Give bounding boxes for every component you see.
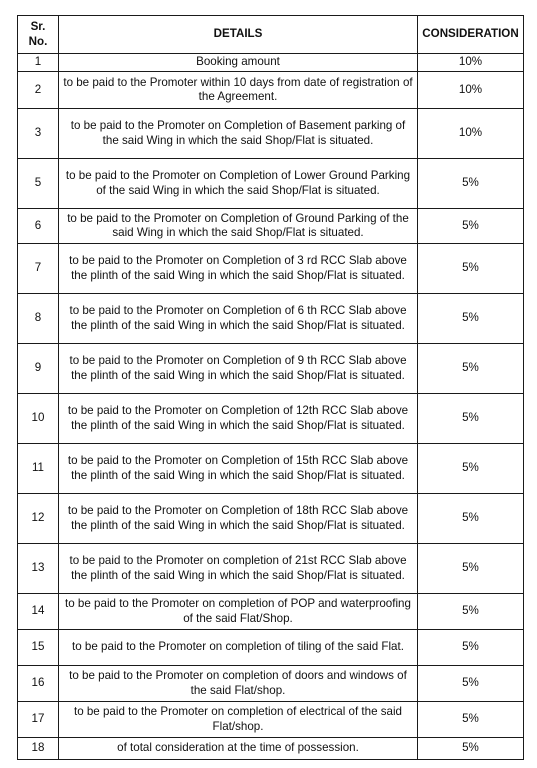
table-row (18, 738, 524, 760)
table-row (18, 494, 524, 544)
row-sr-no: 15 (18, 630, 59, 666)
table-row (18, 394, 524, 444)
row-sr-no: 16 (18, 666, 59, 702)
table-row (18, 594, 524, 630)
row-details: to be paid to the Promoter on Completion of Ground Parking of the said Wing in which the said Shop/Flat is situated. (59, 209, 418, 244)
row-consideration: 10% (418, 54, 524, 72)
row-consideration: 5% (418, 344, 524, 394)
row-consideration: 5% (418, 209, 524, 244)
row-details: to be paid to the Promoter on Completion of Lower Ground Parking of the said Wing in which the said Shop/Flat is situated. (59, 159, 418, 209)
row-details: to be paid to the Promoter on Completion of Basement parking of the said Wing in which the said Shop/Flat is situated. (59, 109, 418, 159)
row-sr-no: 7 (18, 244, 59, 294)
row-sr-no: 12 (18, 494, 59, 544)
row-details: to be paid to the Promoter on Completion of 3 rd RCC Slab above the plinth of the said Wing in which the said Shop/Flat is situated. (59, 244, 418, 294)
table-body (18, 54, 524, 760)
header-consideration: CONSIDERATION (418, 16, 524, 54)
row-consideration: 5% (418, 544, 524, 594)
row-sr-no: 8 (18, 294, 59, 344)
header-details: DETAILS (59, 16, 418, 54)
row-sr-no: 3 (18, 109, 59, 159)
row-sr-no: 17 (18, 702, 59, 738)
row-sr-no: 6 (18, 209, 59, 244)
row-details: to be paid to the Promoter on completion of doors and windows of the said Flat/shop. (59, 666, 418, 702)
table-row (18, 159, 524, 209)
row-sr-no: 18 (18, 738, 59, 760)
table-row (18, 54, 524, 72)
row-details: to be paid to the Promoter on Completion of 15th RCC Slab above the plinth of the said Wing in which the said Shop/Flat is situated. (59, 444, 418, 494)
row-consideration: 5% (418, 594, 524, 630)
table-row (18, 209, 524, 244)
table-row (18, 630, 524, 666)
row-details: to be paid to the Promoter on completion of tiling of the said Flat. (59, 630, 418, 666)
table-row (18, 444, 524, 494)
row-sr-no: 9 (18, 344, 59, 394)
row-details: to be paid to the Promoter on completion of 21st RCC Slab above the plinth of the said Wing in which the said Shop/Flat is situated. (59, 544, 418, 594)
row-details: to be paid to the Promoter on completion of POP and waterproofing of the said Flat/Shop. (59, 594, 418, 630)
row-sr-no: 1 (18, 54, 59, 72)
row-consideration: 5% (418, 702, 524, 738)
table-row (18, 666, 524, 702)
table-row (18, 344, 524, 394)
row-details: Booking amount (59, 54, 418, 72)
table-row (18, 702, 524, 738)
row-consideration: 5% (418, 444, 524, 494)
row-consideration: 5% (418, 630, 524, 666)
row-sr-no: 5 (18, 159, 59, 209)
row-consideration: 5% (418, 159, 524, 209)
row-sr-no: 13 (18, 544, 59, 594)
row-consideration: 5% (418, 494, 524, 544)
row-consideration: 10% (418, 109, 524, 159)
row-details: to be paid to the Promoter on Completion of 18th RCC Slab above the plinth of the said Wing in which the said Shop/Flat is situated. (59, 494, 418, 544)
row-details: of total consideration at the time of possession. (59, 738, 418, 760)
table-row (18, 72, 524, 109)
row-details: to be paid to the Promoter on completion of electrical of the said Flat/shop. (59, 702, 418, 738)
row-consideration: 5% (418, 394, 524, 444)
row-sr-no: 11 (18, 444, 59, 494)
row-consideration: 5% (418, 294, 524, 344)
table-row (18, 544, 524, 594)
row-consideration: 5% (418, 244, 524, 294)
row-consideration: 5% (418, 666, 524, 702)
row-consideration: 5% (418, 738, 524, 760)
row-details: to be paid to the Promoter on Completion of 9 th RCC Slab above the plinth of the said Wing in which the said Shop/Flat is situated. (59, 344, 418, 394)
table-row (18, 294, 524, 344)
header-sr-no: Sr. No. (18, 16, 59, 54)
row-sr-no: 14 (18, 594, 59, 630)
table-row (18, 109, 524, 159)
row-consideration: 10% (418, 72, 524, 109)
header-row (18, 16, 524, 54)
row-details: to be paid to the Promoter on Completion of 6 th RCC Slab above the plinth of the said Wing in which the said Shop/Flat is situated. (59, 294, 418, 344)
row-sr-no: 10 (18, 394, 59, 444)
row-sr-no: 2 (18, 72, 59, 109)
row-details: to be paid to the Promoter on Completion of 12th RCC Slab above the plinth of the said Wing in which the said Shop/Flat is situated. (59, 394, 418, 444)
table-row (18, 244, 524, 294)
payment-schedule-table (17, 15, 524, 760)
row-details: to be paid to the Promoter within 10 days from date of registration of the Agreement. (59, 72, 418, 109)
